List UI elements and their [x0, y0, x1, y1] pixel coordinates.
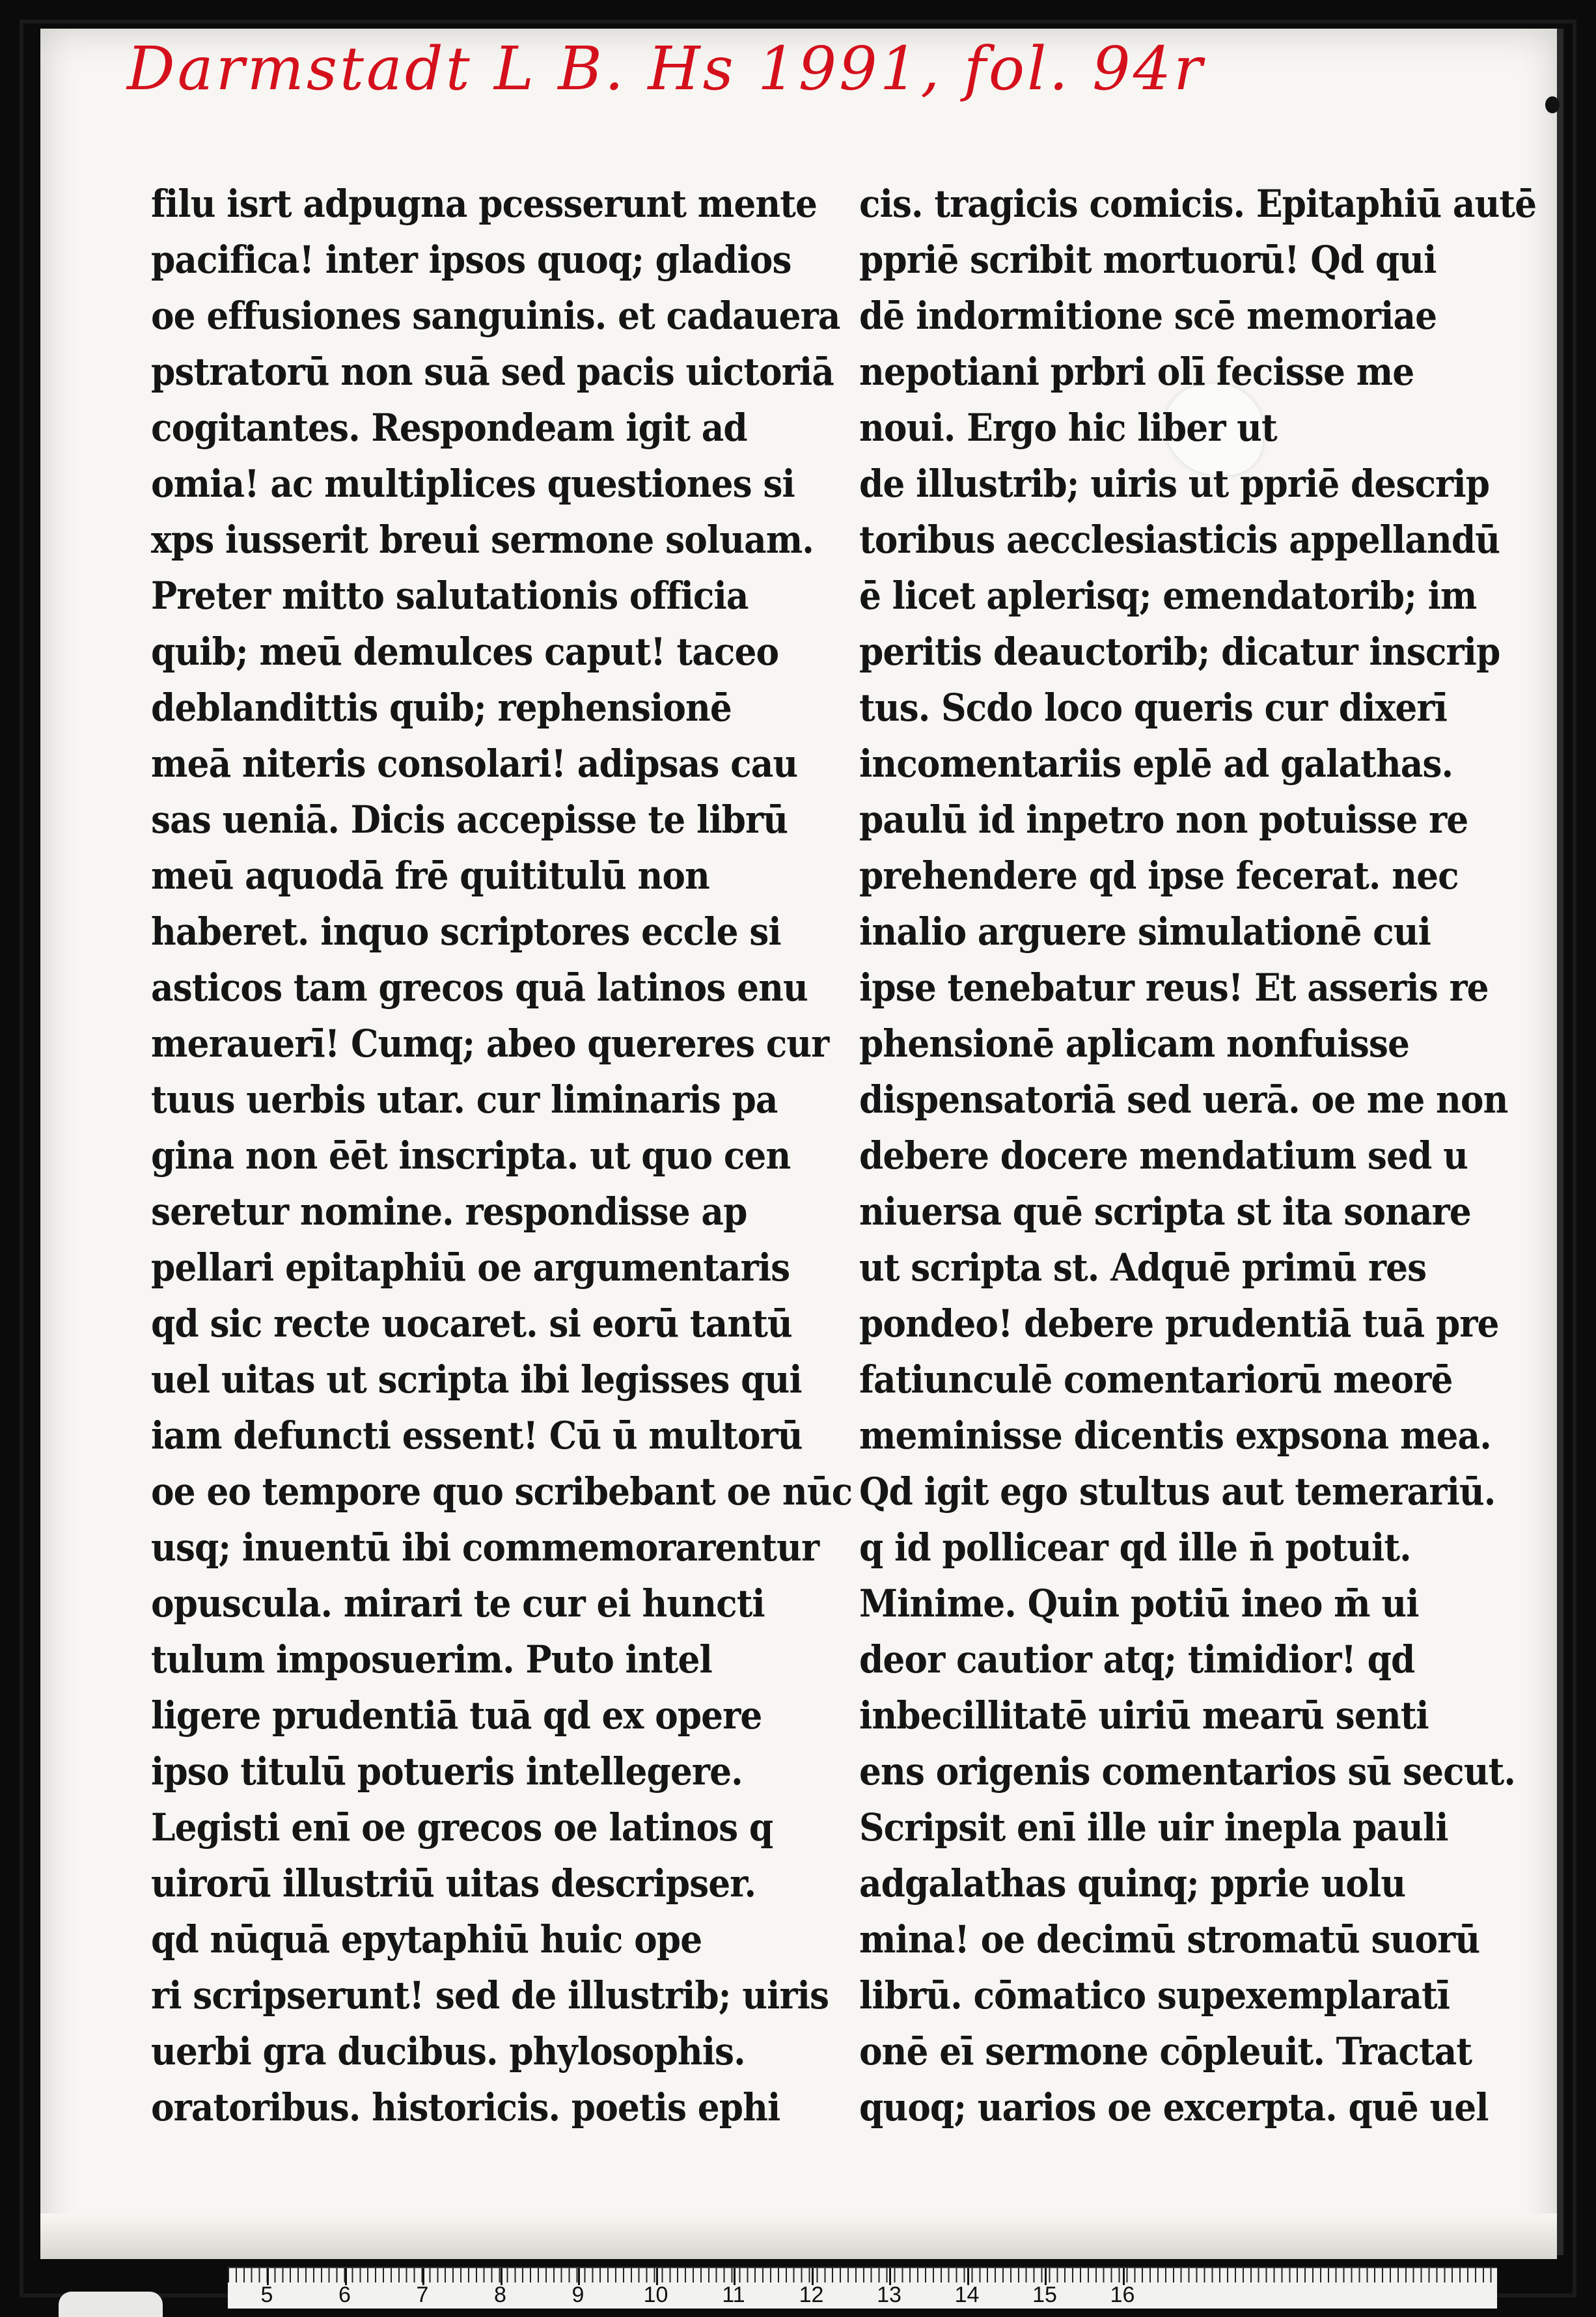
ruler-ticks	[228, 2268, 1497, 2282]
manuscript-line: ipse tenebatur reus! Et asseris re	[859, 965, 1489, 1010]
manuscript-line: asticos tam grecos quā latinos enu	[151, 965, 808, 1010]
manuscript-line: haberet. inquo scriptores eccle si	[151, 909, 781, 954]
manuscript-line: mina! oe decimū stromatū suorū	[859, 1917, 1480, 1962]
manuscript-line: deor cautior atq; timidior! qd	[859, 1637, 1415, 1682]
ruler-label: 5	[260, 2282, 273, 2307]
ruler-label: 9	[571, 2282, 585, 2307]
shelfmark-annotation: Darmstadt L B. Hs 1991, fol. 94r	[127, 34, 1205, 104]
manuscript-line: ē licet aplerisq; emendatorib; im	[859, 574, 1477, 618]
manuscript-line: uel uitas ut scripta ibi legisses qui	[151, 1357, 802, 1402]
manuscript-line: pondeo! debere prudentiā tuā pre	[859, 1301, 1499, 1346]
manuscript-line: oe effusiones sanguinis. et cadauera	[151, 294, 840, 338]
manuscript-line: prehendere qd ipse fecerat. nec	[859, 853, 1459, 898]
manuscript-line: omia! ac multiplices questiones si	[151, 462, 795, 506]
manuscript-line: de illustrib; uiris ut ppriē descrip	[859, 462, 1490, 506]
leaf-bottom-edge	[40, 2213, 1557, 2259]
manuscript-line: ligere prudentiā tuā qd ex opere	[151, 1693, 762, 1738]
manuscript-line: tus. Scdo loco queris cur dixerī	[859, 686, 1447, 730]
manuscript-line: fatiunculē comentariorū meorē	[859, 1357, 1453, 1402]
ruler-label: 13	[877, 2282, 901, 2307]
manuscript-line: seretur nomine. respondisse ap	[151, 1189, 747, 1234]
ruler-label: 15	[1032, 2282, 1057, 2307]
manuscript-line: uirorū illustriū uitas descripser.	[151, 1861, 756, 1906]
manuscript-line: pellari epitaphiū oe argumentaris	[151, 1245, 790, 1290]
manuscript-line: debere docere mendatium sed u	[859, 1133, 1468, 1178]
manuscript-line: quib; meū demulces caput! taceo	[151, 630, 779, 674]
manuscript-line: peritis deauctorib; dicatur inscrip	[859, 630, 1500, 674]
manuscript-line: iam defuncti essent! Cū ū multorū	[151, 1413, 803, 1458]
manuscript-line: Minime. Quin potiū ineo m̄ ui	[859, 1581, 1419, 1626]
manuscript-line: phensionē aplicam nonfuisse	[859, 1021, 1410, 1066]
manuscript-line: onē eī sermone cōpleuit. Tractat	[859, 2029, 1472, 2074]
manuscript-line: ut scripta st. Adquē primū res	[859, 1245, 1427, 1290]
punch-hole-mark	[1545, 96, 1560, 113]
manuscript-line: tulum imposuerim. Puto intel	[151, 1637, 712, 1682]
manuscript-line: incomentariis eplē ad galathas.	[859, 742, 1453, 786]
manuscript-line: ens origenis comentarios sū secut.	[859, 1749, 1516, 1794]
manuscript-line: opuscula. mirari te cur ei huncti	[151, 1581, 765, 1626]
manuscript-line: gina non ēēt inscripta. ut quo cen	[151, 1133, 791, 1178]
manuscript-line: Qd igit ego stultus aut temerariū.	[859, 1469, 1496, 1514]
manuscript-line: pstratorū non suā sed pacis uictoriā	[151, 350, 834, 394]
manuscript-line: usq; inuentū ibi commemorarentur	[151, 1525, 819, 1570]
ruler-label: 8	[494, 2282, 506, 2307]
manuscript-line: noui. Ergo hic liber ut	[859, 406, 1277, 450]
manuscript-line: meminisse dicentis expsona mea.	[859, 1413, 1491, 1458]
ruler-label: 12	[799, 2282, 824, 2307]
manuscript-line: uerbi gra ducibus. phylosophis.	[151, 2029, 745, 2074]
manuscript-line: tuus uerbis utar. cur liminaris pa	[151, 1077, 778, 1122]
manuscript-line: nepotiani prbri olī fecisse me	[859, 350, 1414, 394]
manuscript-line: paulū id inpetro non potuisse re	[859, 798, 1468, 842]
ruler-label: 11	[722, 2282, 745, 2307]
scale-bar-stub	[59, 2292, 163, 2317]
manuscript-line: meū aquodā frē quititulū non	[151, 853, 709, 898]
manuscript-line: oratoribus. historicis. poetis ephi	[151, 2085, 780, 2130]
manuscript-line: dispensatoriā sed uerā. oe me non	[859, 1077, 1508, 1122]
manuscript-line: q id pollicear qd ille n̄ potuit.	[859, 1525, 1411, 1570]
manuscript-line: inalio arguere simulationē cui	[859, 909, 1431, 954]
manuscript-line: quoq; uarios oe excerpta. quē uel	[859, 2085, 1489, 2130]
manuscript-line: qd nūquā epytaphiū huic ope	[151, 1917, 702, 1962]
manuscript-line: Preter mitto salutationis officia	[151, 574, 749, 618]
manuscript-line: sas ueniā. Dicis accepisse te librū	[151, 798, 788, 842]
ruler-label: 16	[1110, 2282, 1135, 2307]
manuscript-line: cogitantes. Respondeam igit ad	[151, 406, 747, 450]
manuscript-line: Legisti enī oe grecos oe latinos q	[151, 1805, 773, 1850]
manuscript-line: merauerī! Cumq; abeo quereres cur	[151, 1021, 829, 1066]
text-column-left	[151, 176, 853, 2135]
manuscript-line: filu isrt adpugna pcesserunt mente	[151, 182, 817, 226]
manuscript-line: cis. tragicis comicis. Epitaphiū autē	[859, 182, 1537, 226]
ruler-label: 14	[954, 2282, 980, 2307]
leaf-edge	[1557, 29, 1563, 2255]
manuscript-line: ppriē scribit mortuorū! Qd qui	[859, 238, 1437, 282]
manuscript-line: xps iusserit breui sermone soluam.	[151, 518, 814, 562]
manuscript-line: oe eo tempore quo scribebant oe nūc	[151, 1469, 853, 1514]
manuscript-line: niuersa quē scripta st ita sonare	[859, 1189, 1471, 1234]
manuscript-line: ipso titulū potueris intellegere.	[151, 1749, 743, 1794]
manuscript-line: meā niteris consolari! adipsas cau	[151, 742, 798, 786]
ruler-label: 6	[338, 2282, 351, 2307]
manuscript-line: inbecillitatē uiriū mearū senti	[859, 1693, 1429, 1738]
scale-ruler	[228, 2267, 1497, 2309]
manuscript-line: librū. cōmatico supexemplaratī	[859, 1973, 1450, 2018]
manuscript-line: deblandittis quib; rephensionē	[151, 686, 732, 730]
ruler-label: 7	[416, 2282, 429, 2307]
manuscript-line: Scripsit enī ille uir inepla pauli	[859, 1805, 1448, 1850]
manuscript-line: dē indormitione scē memoriae	[859, 294, 1437, 338]
text-column-right	[859, 176, 1537, 2135]
manuscript-line: pacifica! inter ipsos quoq; gladios	[151, 238, 791, 282]
ruler-label: 10	[643, 2282, 668, 2307]
manuscript-line: toribus aecclesiasticis appellandū	[859, 518, 1500, 562]
manuscript-line: qd sic recte uocaret. si eorū tantū	[151, 1301, 792, 1346]
manuscript-line: adgalathas quinq; pprie uolu	[859, 1861, 1406, 1906]
manuscript-line: ri scripserunt! sed de illustrib; uiris	[151, 1973, 829, 2018]
